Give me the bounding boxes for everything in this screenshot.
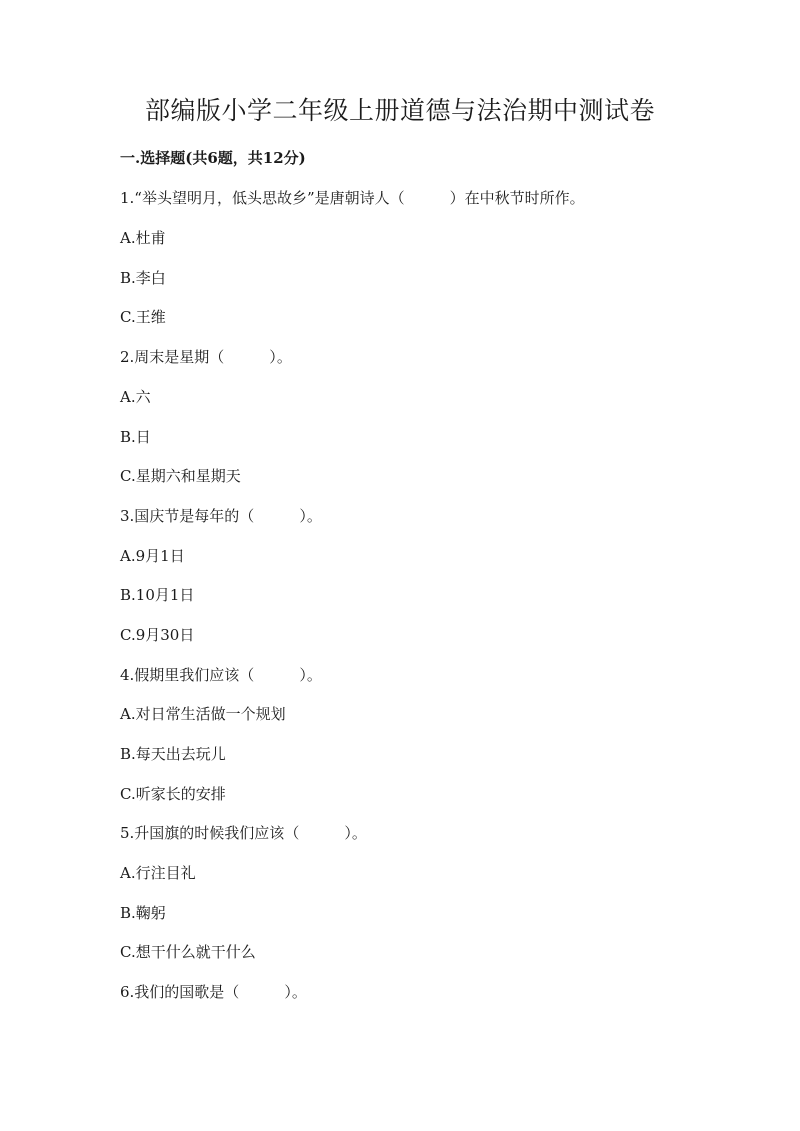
question-4-option-b: B.每天出去玩儿 <box>120 745 226 763</box>
question-5-option-b: B.鞠躬 <box>120 904 166 922</box>
question-4-option-a: A.对日常生活做一个规划 <box>120 705 286 723</box>
question-2-option-a: A.六 <box>120 388 151 406</box>
question-5-stem: 5.升国旗的时候我们应该（ ）。 <box>120 824 367 842</box>
section-heading-multiple-choice: 一.选择题(共6题，共12分) <box>120 149 306 167</box>
question-2-option-b: B.日 <box>120 428 151 446</box>
question-6-stem: 6.我们的国歌是（ ）。 <box>120 983 307 1001</box>
question-2-option-c: C.星期六和星期天 <box>120 467 241 485</box>
question-4-stem: 4.假期里我们应该（ ）。 <box>120 666 322 684</box>
question-4-option-c: C.听家长的安排 <box>120 785 226 803</box>
question-1-stem: 1.“举头望明月，低头思故乡”是唐朝诗人（ ）在中秋节时所作。 <box>120 189 585 207</box>
question-5-option-c: C.想干什么就干什么 <box>120 943 256 961</box>
question-1-option-b: B.李白 <box>120 269 166 287</box>
question-1-option-a: A.杜甫 <box>120 229 166 247</box>
question-3-stem: 3.国庆节是每年的（ ）。 <box>120 507 322 525</box>
question-5-option-a: A.行注目礼 <box>120 864 196 882</box>
question-3-option-a: A.9月1日 <box>120 547 185 565</box>
exam-title: 部编版小学二年级上册道德与法治期中测试卷 <box>144 96 655 125</box>
question-2-stem: 2.周末是星期（ ）。 <box>120 348 292 366</box>
question-3-option-c: C.9月30日 <box>120 626 195 644</box>
question-1-option-c: C.王维 <box>120 308 166 326</box>
question-3-option-b: B.10月1日 <box>120 586 195 604</box>
